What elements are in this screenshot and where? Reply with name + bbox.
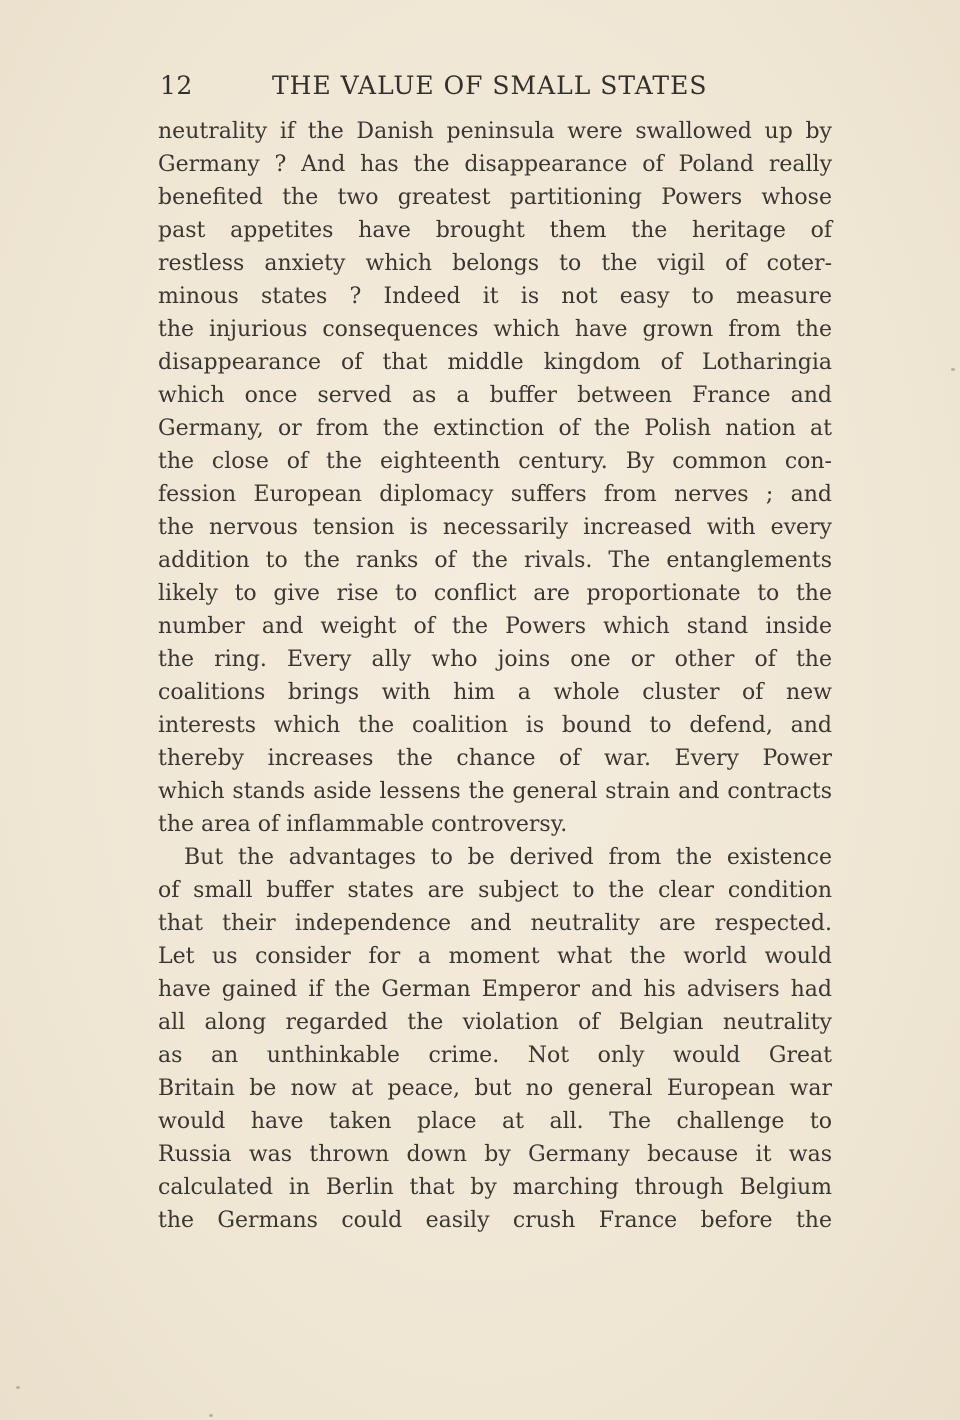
text-line: thereby increases the chance of war. Every Power — [158, 746, 832, 771]
text-line: the Germans could easily crush France before the — [158, 1208, 832, 1233]
text-line: addition to the ranks of the rivals. The entanglements — [158, 548, 832, 573]
text-line: calculated in Berlin that by marching through Belgium — [158, 1175, 832, 1200]
text-line: that their independence and neutrality are respected. — [158, 911, 832, 936]
text-line: restless anxiety which belongs to the vigil of coter- — [158, 251, 832, 276]
text-line: Germany ? And has the disappearance of Poland really — [158, 152, 832, 177]
page-number: 12 — [160, 71, 193, 100]
text-line: as an unthinkable crime. Not only would Great — [158, 1043, 832, 1068]
paragraph-first-line: But the advantages to be derived from the existence — [184, 845, 832, 870]
running-title: THE VALUE OF SMALL STATES — [272, 71, 708, 100]
text-line: coalitions brings with him a whole cluster of new — [158, 680, 832, 705]
text-line: the nervous tension is necessarily increased with every — [158, 515, 832, 540]
text-line: the injurious consequences which have grown from the — [158, 317, 832, 342]
text-line: benefited the two greatest partitioning Powers whose — [158, 185, 832, 210]
text-line: minous states ? Indeed it is not easy to measure — [158, 284, 832, 309]
text-line: neutrality if the Danish peninsula were swallowed up by — [158, 119, 832, 144]
text-line: fession European diplomacy suffers from nerves ; and — [158, 482, 832, 507]
paper-speck — [951, 368, 955, 371]
text-line: Britain be now at peace, but no general European war — [158, 1076, 832, 1101]
text-line: which once served as a buffer between France and — [158, 383, 832, 408]
text-line: Let us consider for a moment what the world would — [158, 944, 832, 969]
paragraph-last-line: the area of inflammable controversy. — [158, 812, 568, 837]
text-line: the close of the eighteenth century. By common con- — [158, 449, 832, 474]
paper-speck — [209, 1414, 213, 1417]
text-line: likely to give rise to conflict are proportionate to the — [158, 581, 832, 606]
text-line: all along regarded the violation of Belgian neutrality — [158, 1010, 832, 1035]
page-header — [160, 66, 730, 106]
text-line: Germany, or from the extinction of the Polish nation at — [158, 416, 832, 441]
text-line: of small buffer states are subject to the clear condition — [158, 878, 832, 903]
text-line: past appetites have brought them the heritage of — [158, 218, 832, 243]
text-line: disappearance of that middle kingdom of Lotharingia — [158, 350, 832, 375]
text-line: interests which the coalition is bound to defend, and — [158, 713, 832, 738]
text-line: which stands aside lessens the general strain and contracts — [158, 779, 832, 804]
text-line: Russia was thrown down by Germany because it was — [158, 1142, 832, 1167]
paper-speck — [16, 1386, 20, 1389]
text-line: would have taken place at all. The challenge to — [158, 1109, 832, 1134]
text-line: the ring. Every ally who joins one or other of the — [158, 647, 832, 672]
text-line: number and weight of the Powers which stand inside — [158, 614, 832, 639]
text-line: have gained if the German Emperor and his advisers had — [158, 977, 832, 1002]
